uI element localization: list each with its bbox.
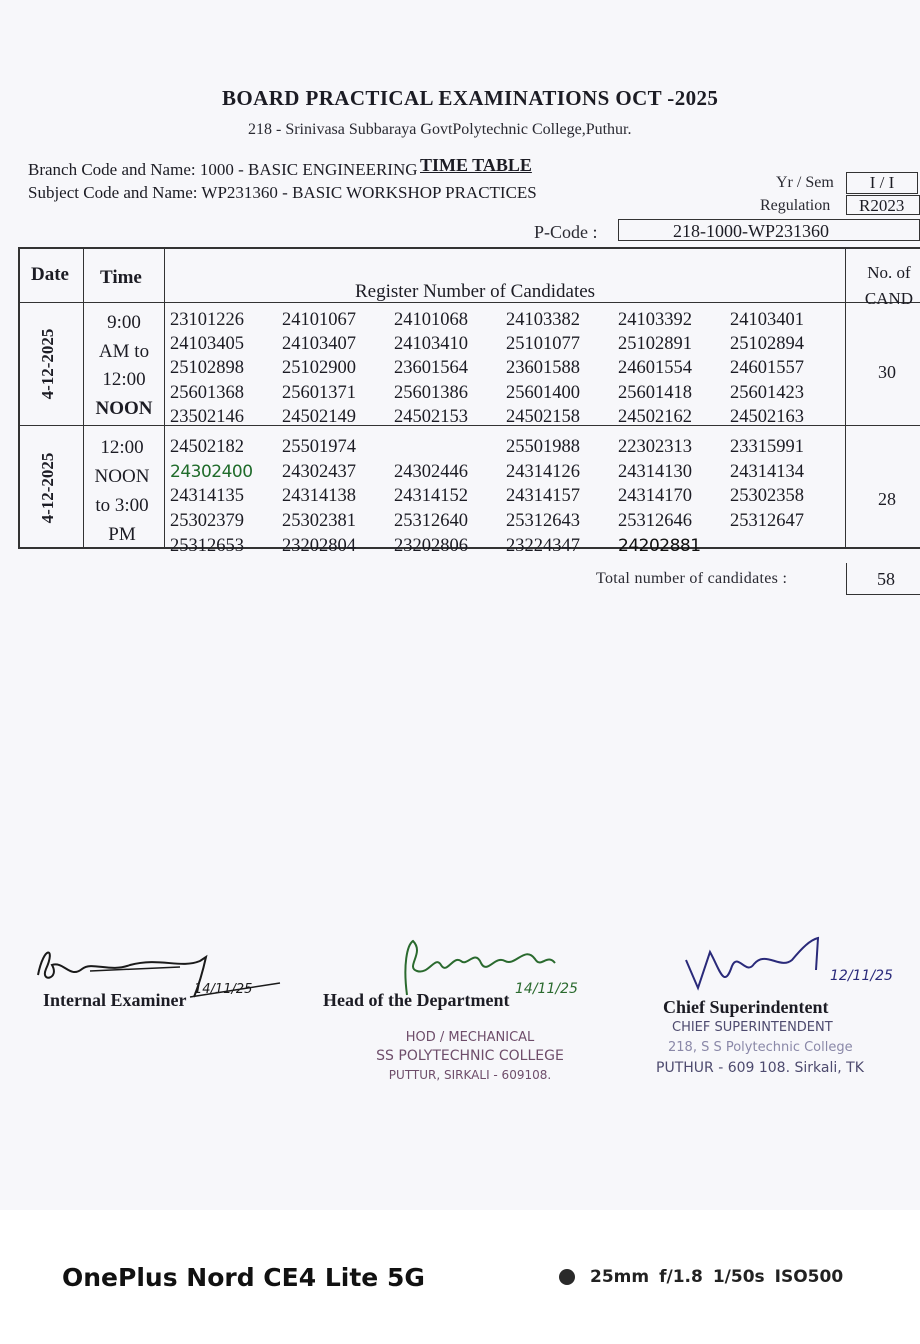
register-number: 24314135 (170, 486, 244, 506)
register-row (170, 383, 850, 404)
hod-stamp-line: SS POLYTECHNIC COLLEGE (376, 1048, 564, 1064)
register-number: 24502153 (394, 407, 468, 427)
register-number: 24601557 (730, 358, 804, 378)
register-number: 24302446 (394, 462, 468, 482)
register-number: 24601554 (618, 358, 692, 378)
register-number: 25312653 (170, 536, 244, 556)
session-time-line: AM to (98, 341, 150, 362)
register-number: 25601423 (730, 383, 804, 403)
hod-stamp-line: PUTTUR, SIRKALI - 609108. (388, 1068, 552, 1082)
exif-focal: 25mm (590, 1267, 650, 1287)
register-number: 23601564 (394, 358, 468, 378)
register-row (170, 511, 850, 532)
register-row (170, 407, 850, 428)
register-number: 24502163 (730, 407, 804, 427)
session-time-line: NOON (94, 466, 150, 487)
session-time-line: 12:00 (102, 369, 146, 390)
total-value: 58 (877, 569, 895, 589)
register-number: 25601418 (618, 383, 692, 403)
register-row (170, 437, 850, 458)
register-number: 23315991 (730, 437, 804, 457)
register-number: 25312646 (618, 511, 692, 531)
timetable-label: TIME TABLE (420, 155, 532, 175)
register-number: 24502182 (170, 437, 244, 457)
register-number: 25102891 (618, 334, 692, 354)
register-number: 23224347 (506, 536, 580, 556)
register-number: 24103401 (730, 310, 804, 330)
register-number-handwritten: 24302400 (170, 462, 253, 482)
header-time: Time (100, 267, 142, 288)
register-row (170, 486, 850, 507)
register-number: 25101077 (506, 334, 580, 354)
register-number: 25312643 (506, 511, 580, 531)
pcode-value: 218-1000-WP231360 (618, 219, 920, 241)
hod-label: Head of the Department (323, 990, 510, 1010)
register-number: 24314157 (506, 486, 580, 506)
register-number: 24103392 (618, 310, 692, 330)
register-number: 23502146 (170, 407, 244, 427)
register-number: 25501988 (506, 437, 580, 457)
register-row (170, 334, 850, 355)
register-number: 25501974 (282, 437, 356, 457)
exif-aperture: f/1.8 (659, 1267, 703, 1287)
session-date: 4-12-2025 (38, 452, 57, 524)
col-divider (164, 247, 165, 549)
register-number: 24502162 (618, 407, 692, 427)
internal-examiner-label: Internal Examiner (43, 990, 187, 1010)
session-time-line: PM (108, 524, 136, 545)
session-count: 28 (878, 489, 896, 509)
register-number: 24314152 (394, 486, 468, 506)
register-row (170, 310, 850, 331)
exif-info (590, 1267, 853, 1287)
register-number: 25302358 (730, 486, 804, 506)
college-name: 218 - Srinivasa Subbaraya GovtPolytechnic College,Puthur. (248, 121, 632, 138)
header-register: Register Number of Candidates (355, 281, 596, 302)
register-number: 25601386 (394, 383, 468, 403)
header-count-2: CAND (864, 289, 914, 308)
register-number: 22302313 (618, 437, 692, 457)
register-number: 24314130 (618, 462, 692, 482)
hod-stamp-line: HOD / MECHANICAL (405, 1030, 535, 1045)
register-number: 25312640 (394, 511, 468, 531)
register-number-handwritten: 24202881 (618, 536, 701, 556)
session-time-line: 9:00 (107, 312, 141, 333)
register-number: 25601368 (170, 383, 244, 403)
register-number: 25102898 (170, 358, 244, 378)
register-number: 24101068 (394, 310, 468, 330)
register-number: 25102900 (282, 358, 356, 378)
yr-sem-value: I / I (846, 172, 918, 194)
chief-signature (680, 930, 920, 1000)
device-name: OnePlus Nord CE4 Lite 5G (62, 1263, 425, 1292)
register-number: 23202806 (394, 536, 468, 556)
exif-shutter: 1/50s (712, 1267, 765, 1287)
subject-line: Subject Code and Name: WP231360 - BASIC WORKSHOP PRACTICES (28, 183, 537, 202)
register-number: 25312647 (730, 511, 804, 531)
session-count: 30 (878, 362, 896, 382)
register-number: 25601371 (282, 383, 356, 403)
register-number: 25302381 (282, 511, 356, 531)
regulation-value: R2023 (846, 195, 920, 215)
branch-line: Branch Code and Name: 1000 - BASIC ENGINEERING (28, 160, 418, 179)
register-number: 24314170 (618, 486, 692, 506)
register-number: 23202804 (282, 536, 356, 556)
register-number: 23601588 (506, 358, 580, 378)
register-number: 24103405 (170, 334, 244, 354)
register-number: 24314138 (282, 486, 356, 506)
header-count-1: No. of (867, 263, 911, 282)
chief-stamp-line: CHIEF SUPERINTENDENT (672, 1020, 833, 1035)
register-number: 24314134 (730, 462, 804, 482)
register-number: 24502149 (282, 407, 356, 427)
session-time-line: 12:00 (100, 437, 144, 458)
register-row (170, 462, 850, 483)
register-number: 25302379 (170, 511, 244, 531)
register-row (170, 536, 850, 557)
register-number: 25102894 (730, 334, 804, 354)
total-label: Total number of candidates : (596, 570, 788, 587)
chief-label: Chief Superindentent (663, 997, 829, 1017)
register-number: 24103410 (394, 334, 468, 354)
chief-stamp-line: PUTHUR - 609 108. Sirkali, TK (656, 1060, 864, 1076)
regulation-label: Regulation (760, 197, 831, 214)
internal-sign-date: 14/11/25 (194, 982, 253, 997)
pcode-label: P-Code : (534, 222, 598, 242)
register-row (170, 358, 850, 379)
chief-sign-date: 12/11/25 (830, 968, 893, 984)
exam-title: BOARD PRACTICAL EXAMINATIONS OCT -2025 (222, 86, 719, 110)
register-number: 24103407 (282, 334, 356, 354)
header-date: Date (31, 264, 69, 285)
register-number: 24502158 (506, 407, 580, 427)
exif-iso: ISO500 (774, 1267, 844, 1287)
register-number: 25601400 (506, 383, 580, 403)
record-dot-icon (559, 1269, 575, 1285)
register-number: 24302437 (282, 462, 356, 482)
register-number: 24103382 (506, 310, 580, 330)
session-time-line: NOON (95, 398, 153, 419)
session-time-line: to 3:00 (95, 495, 149, 516)
register-number: 24101067 (282, 310, 356, 330)
hod-sign-date: 14/11/25 (515, 981, 578, 997)
yr-sem-label: Yr / Sem (776, 174, 834, 191)
register-number: 23101226 (170, 310, 244, 330)
chief-stamp-line: 218, S S Polytechnic College (668, 1040, 853, 1055)
session-date: 4-12-2025 (38, 328, 57, 400)
register-number: 24314126 (506, 462, 580, 482)
